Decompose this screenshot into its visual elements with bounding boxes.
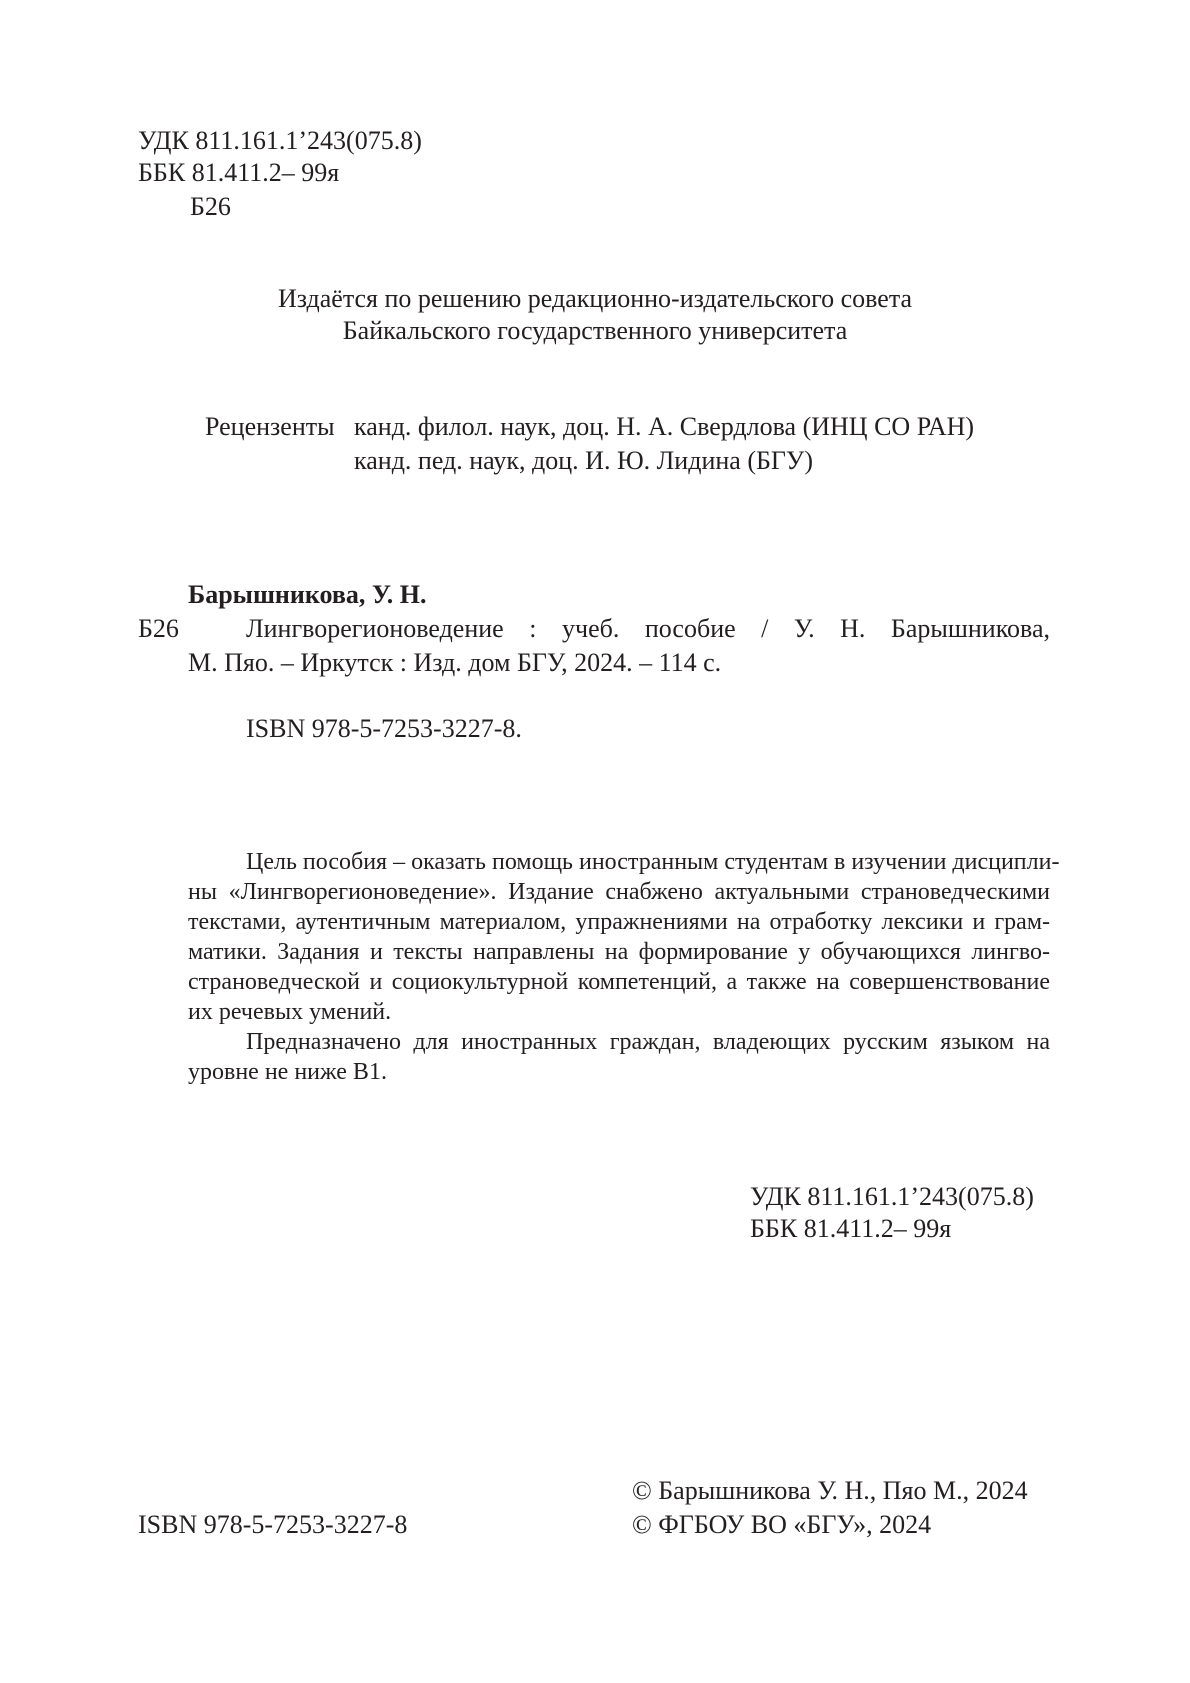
udk-code: УДК 811.161.1’243(075.8) xyxy=(138,126,422,155)
reviewers-label: Рецензенты xyxy=(205,412,335,441)
abstract-p2-line-2: уровне не ниже B1. xyxy=(188,1059,387,1085)
bibliography-mark: Б26 xyxy=(138,614,179,643)
publisher-note-line-1: Издаётся по решению редакционно-издательского совета xyxy=(277,284,913,313)
reviewer-2: канд. пед. наук, доц. И. Ю. Лидина (БГУ) xyxy=(354,446,813,475)
bottom-bbk-code: ББК 81.411.2– 99я xyxy=(750,1214,952,1243)
bibliography-isbn: ISBN 978-5-7253-3227-8. xyxy=(246,714,522,743)
abstract-p1-line-1: Цель пособия – оказать помощь иностранным студентам в изучении дисципли- xyxy=(246,849,1060,875)
copyright-university: © ФГБОУ ВО «БГУ», 2024 xyxy=(632,1510,932,1539)
abstract-p1-line-6: их речевых умений. xyxy=(188,999,392,1025)
reviewer-1: канд. филол. наук, доц. Н. А. Свердлова (ИНЦ СО РАН) xyxy=(354,412,975,441)
author-heading: Барышникова, У. Н. xyxy=(188,580,427,609)
abstract-p1-line-5: страноведческой и социокультурной компетенций, а также на совершенствование xyxy=(188,969,1050,995)
bibliography-line-2: М. Пяо. – Иркутск : Изд. дом БГУ, 2024. – 114 с. xyxy=(188,648,722,677)
publisher-note-line-2: Байкальского государственного университета xyxy=(342,316,848,345)
bibliography-line-1: Лингворегионоведение : учеб. пособие / У. Н. Барышникова, xyxy=(246,614,1050,643)
bbk-code: ББК 81.411.2– 99я xyxy=(138,158,340,187)
abstract-p1-line-4: матики. Задания и тексты направлены на формирование у обучающихся лингво- xyxy=(188,939,1050,965)
abstract-p1-line-2: ны «Лингворегионоведение». Издание снабжено актуальными страноведческими xyxy=(188,879,1050,905)
copyright-authors: © Барышникова У. Н., Пяо М., 2024 xyxy=(632,1476,1028,1505)
bottom-udk-code: УДК 811.161.1’243(075.8) xyxy=(750,1182,1034,1211)
author-mark: Б26 xyxy=(190,192,231,221)
abstract-p1-line-3: текстами, аутентичным материалом, упражнениями на отработку лексики и грам- xyxy=(188,909,1050,935)
footer-isbn: ISBN 978-5-7253-3227-8 xyxy=(138,1510,408,1539)
abstract-p2-line-1: Предназначено для иностранных граждан, владеющих русским языком на xyxy=(246,1029,1050,1055)
